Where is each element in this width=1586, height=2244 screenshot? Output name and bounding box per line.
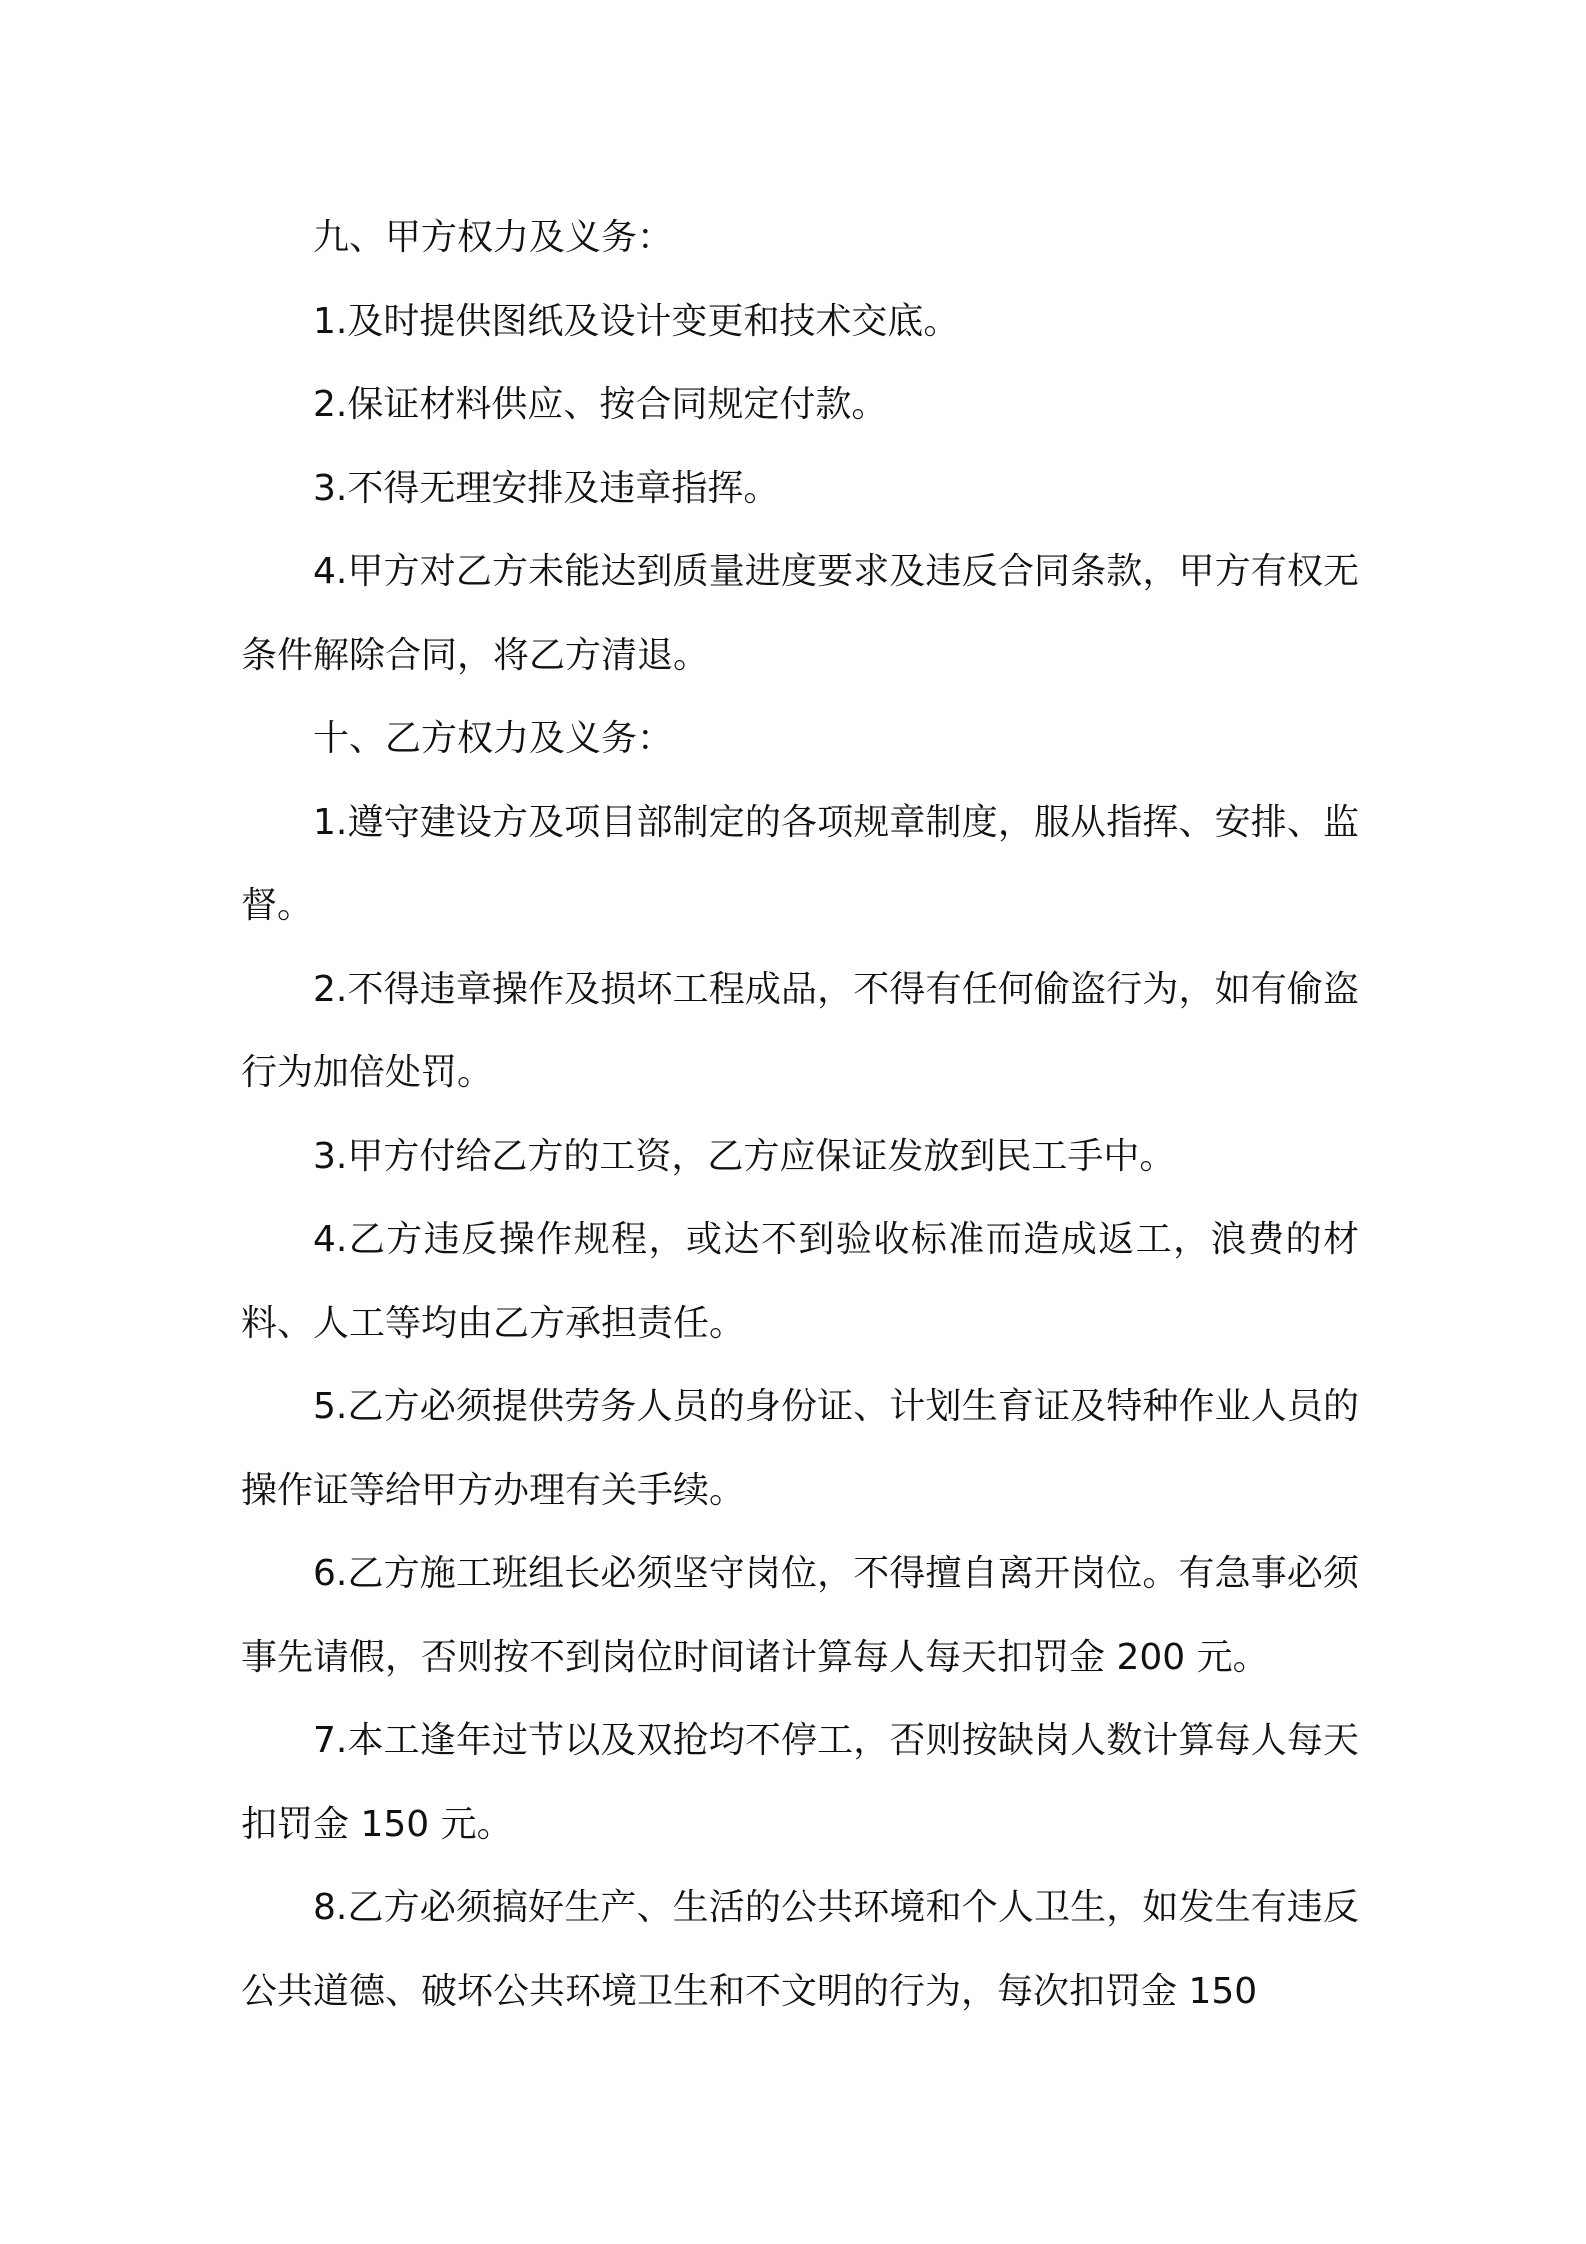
party-b-clause-8: 8.乙方必须搞好生产、生活的公共环境和个人卫生，如发生有违反公共道德、破坏公共环境卫生和不文明的行为，每次扣罚金 150 [241, 1887, 1359, 2012]
party-a-clause-2: 2.保证材料供应、按合同规定付款。 [313, 384, 888, 425]
party-a-clause-4: 4.甲方对乙方未能达到质量进度要求及违反合同条款，甲方有权无条件解除合同，将乙方清退。 [241, 551, 1359, 676]
party-a-clause-1: 1.及时提供图纸及设计变更和技术交底。 [313, 300, 960, 342]
document-body [241, 196, 1359, 2033]
section-nine-heading: 九、甲方权力及义务： [313, 217, 674, 258]
party-b-clause-7: 7.本工逢年过节以及双抢均不停工，否则按缺岗人数计算每人每天扣罚金 150 元。 [241, 1720, 1359, 1845]
party-a-clause-3: 3.不得无理安排及违章指挥。 [313, 467, 780, 509]
party-b-clause-1: 1.遵守建设方及项目部制定的各项规章制度，服从指挥、安排、监督。 [241, 801, 1359, 926]
party-b-clause-3: 3.甲方付给乙方的工资，乙方应保证发放到民工手中。 [313, 1135, 1176, 1177]
party-b-clause-4: 4.乙方违反操作规程，或达不到验收标准而造成返工，浪费的材料、人工等均由乙方承担责任。 [241, 1219, 1359, 1344]
section-ten-heading: 十、乙方权力及义务： [313, 718, 674, 759]
party-b-clause-6: 6.乙方施工班组长必须坚守岗位，不得擅自离开岗位。有急事必须事先请假，否则按不到岗位时间诸计算每人每天扣罚金 200 元。 [241, 1553, 1359, 1678]
party-b-clause-2: 2.不得违章操作及损坏工程成品，不得有任何偷盗行为，如有偷盗行为加倍处罚。 [241, 968, 1359, 1093]
party-b-clause-5: 5.乙方必须提供劳务人员的身份证、计划生育证及特种作业人员的操作证等给甲方办理有关手续。 [241, 1386, 1359, 1511]
